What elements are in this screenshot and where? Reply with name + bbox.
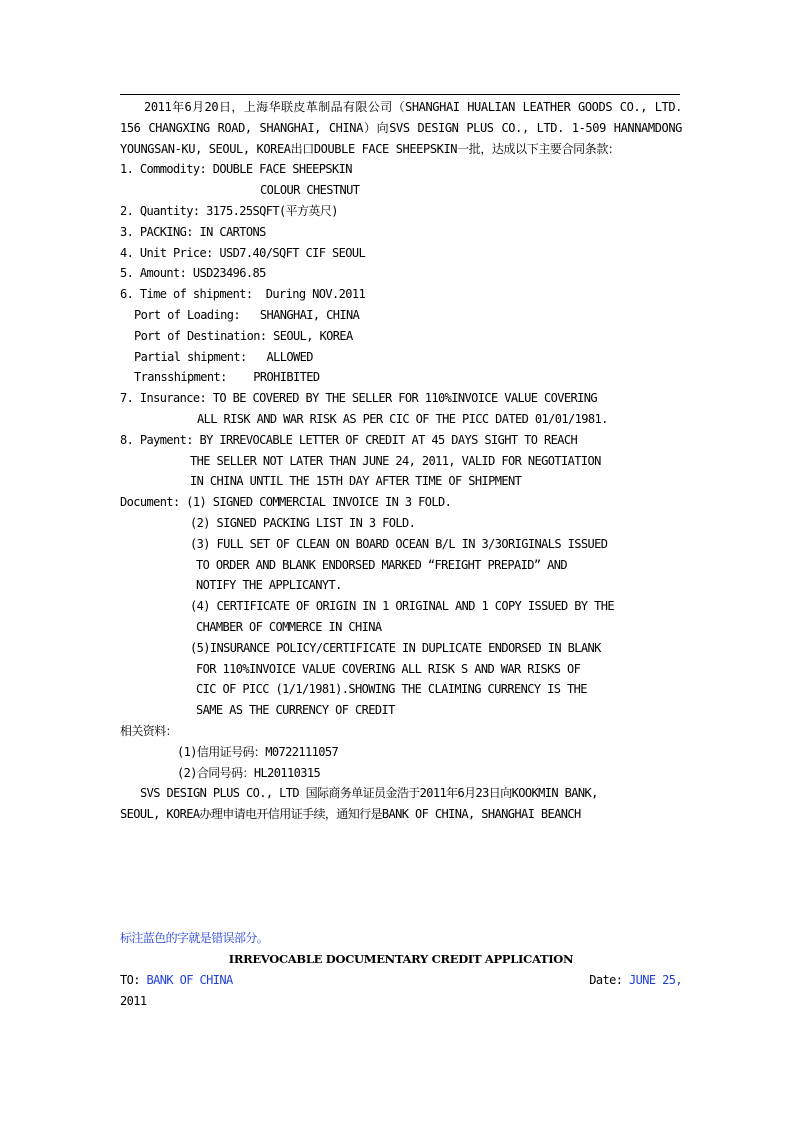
to-value: BANK OF CHINA [146, 973, 233, 987]
term-payment-line-2: THE SELLER NOT LATER THAN JUNE 24, 2011, VALID FOR NEGOTIATION [190, 453, 601, 468]
to-date-row [120, 970, 682, 991]
document-1: Document: (1) SIGNED COMMERCIAL INVOICE IN 3 FOLD. [120, 495, 452, 510]
date-label: Date: [589, 973, 629, 987]
document-3-line-3: NOTIFY THE APPLICANYT. [196, 578, 342, 593]
term-partial-shipment: Partial shipment: ALLOWED [134, 349, 313, 364]
date-value: JUNE 25, [629, 973, 682, 987]
document-5-line-2: FOR 110%INVOICE VALUE COVERING ALL RISK S AND WAR RISKS OF [196, 661, 581, 676]
related-paragraph-line-2: SEOUL, KOREA办理申请电开信用证手续，通知行是BANK OF CHINA, SHANGHAI BEANCH [120, 807, 581, 822]
error-note: 标注蓝色的字就是错误部分。 [120, 931, 269, 945]
document-5-line-4: SAME AS THE CURRENCY OF CREDIT [196, 703, 395, 718]
document-5-line-1: (5)INSURANCE POLICY/CERTIFICATE IN DUPLICATE ENDORSED IN BLANK [190, 640, 601, 655]
term-packing: 3. PACKING: IN CARTONS [120, 224, 266, 239]
term-insurance-line-2: ALL RISK AND WAR RISK AS PER CIC OF THE PICC DATED 01/01/1981. [197, 411, 608, 426]
term-port-destination: Port of Destination: SEOUL, KOREA [134, 328, 353, 343]
to-label: TO: [120, 973, 147, 987]
header-rule [120, 94, 680, 95]
term-commodity: 1. Commodity: DOUBLE FACE SHEEPSKIN [120, 162, 352, 177]
date-field [589, 970, 682, 991]
document-5-line-3: CIC OF PICC (1/1/1981).SHOWING THE CLAIMING CURRENCY IS THE [196, 682, 587, 697]
related-paragraph-line-1: SVS DESIGN PLUS CO., LTD 国际商务单证员金浩于2011年6月23日向KOOKMIN BANK, [140, 786, 598, 801]
document-2: (2) SIGNED PACKING LIST IN 3 FOLD. [190, 515, 416, 530]
term-payment-line-1: 8. Payment: BY IRREVOCABLE LETTER OF CREDIT AT 45 DAYS SIGHT TO REACH [120, 432, 578, 447]
term-unit-price: 4. Unit Price: USD7.40/SQFT CIF SEOUL [120, 245, 366, 260]
term-insurance-line-1: 7. Insurance: TO BE COVERED BY THE SELLER FOR 110%INVOICE VALUE COVERING [120, 391, 597, 406]
document-3-line-2: TO ORDER AND BLANK ENDORSED MARKED “FREIGHT PREPAID” AND [196, 557, 567, 572]
contract-body [120, 97, 682, 825]
intro-paragraph: 2011年6月20日，上海华联皮革制品有限公司（SHANGHAI HUALIAN LEATHER GOODS CO., LTD. 156 CHANGXING ROAD, SHANGHAI, CHINA）向SVS DESIGN PLUS CO., LTD. 1-509 HANNAMDONG YOUNGSAN-KU, SEOUL, KOREA出口DOUBLE FACE SHEEPSKIN一批，达成以下主要合同条款： [120, 100, 682, 156]
term-port-loading: Port of Loading: SHANGHAI, CHINA [134, 307, 360, 322]
term-payment-line-3: IN CHINA UNTIL THE 15TH DAY AFTER TIME OF SHIPMENT [190, 474, 522, 489]
related-heading: 相关资料： [120, 723, 178, 738]
application-title: IRREVOCABLE DOCUMENTARY CREDIT APPLICATION [228, 952, 574, 966]
term-shipment-time: 6. Time of shipment: During NOV.2011 [120, 287, 366, 302]
document-4-line-1: (4) CERTIFICATE OF ORIGIN IN 1 ORIGINAL AND 1 COPY ISSUED BY THE [190, 599, 614, 614]
date-year: 2011 [120, 994, 147, 1008]
application-section [120, 928, 682, 1012]
term-quantity: 2. Quantity: 3175.25SQFT(平方英尺) [120, 203, 338, 218]
document-3-line-1: (3) FULL SET OF CLEAN ON BOARD OCEAN B/L IN 3/3ORIGINALS ISSUED [190, 536, 608, 551]
term-transshipment: Transshipment: PROHIBITED [134, 370, 320, 385]
related-contract-number: (2)合同号码：HL20110315 [177, 765, 321, 780]
document-4-line-2: CHAMBER OF COMMERCE IN CHINA [196, 619, 382, 634]
to-field [120, 970, 233, 991]
term-amount: 5. Amount: USD23496.85 [120, 266, 266, 281]
related-lc-number: (1)信用证号码：M0722111057 [177, 744, 339, 759]
term-colour: COLOUR CHESTNUT [260, 183, 360, 198]
